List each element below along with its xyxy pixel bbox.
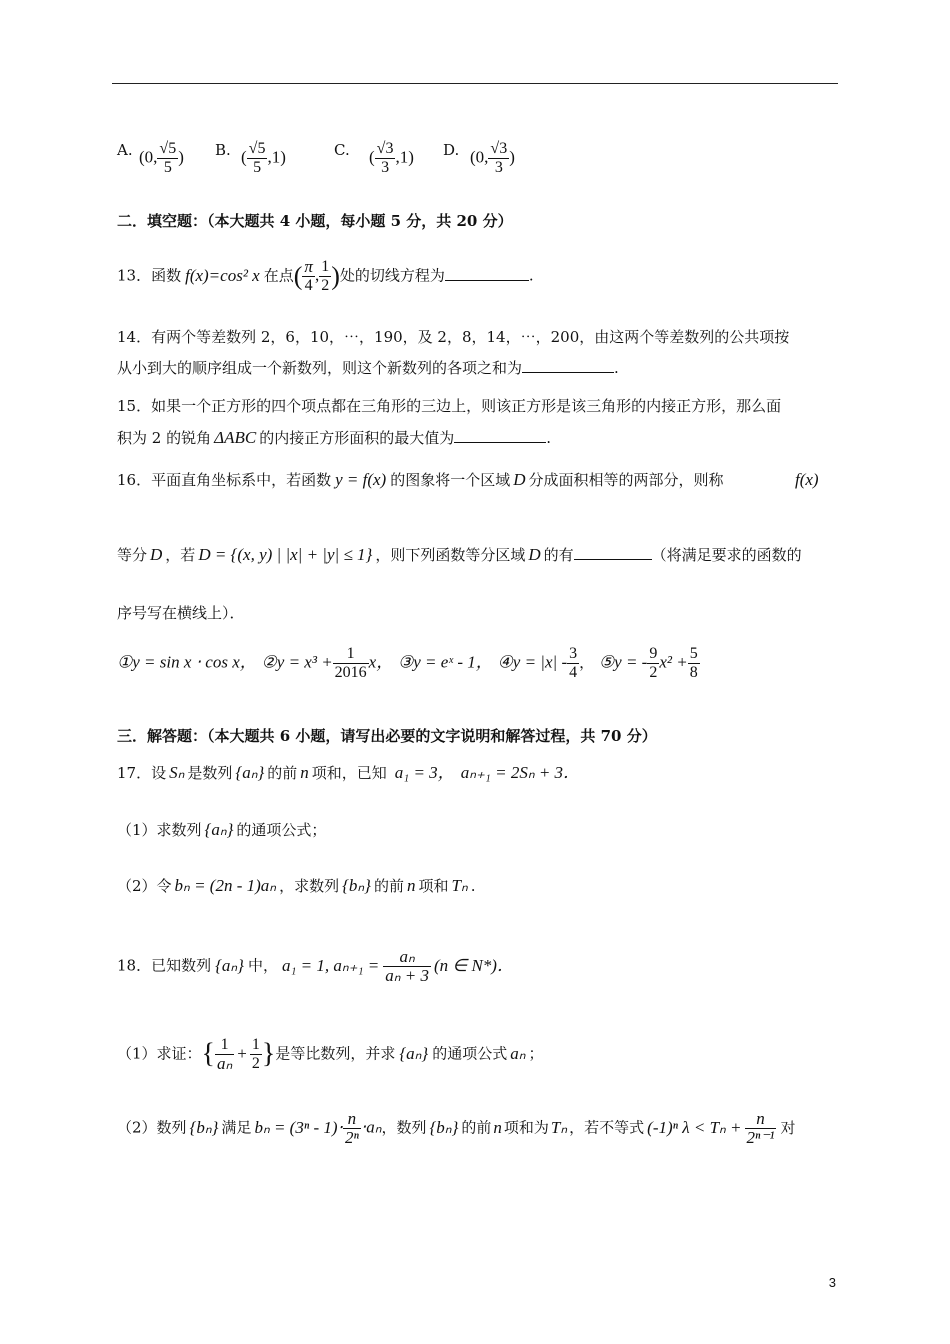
answer-blank-15[interactable] [454,442,546,443]
question-16-functions: ①y = sin x ⋅ cos x， ②y = x³ + $\frac{1}{2016}$ x， ③y = eˣ - 1， ④y = |x| - $\frac{3}{4}$ ， ⑤y = - $\frac{9}{2}$ x² + $\frac{5}{8}$ [117,645,698,681]
section2-title: 二．填空题：（本大题共 4 小题，每小题 5 分，共 20 分） [117,212,513,230]
option-b-label: B. [215,141,231,159]
question-17-part1: （1）求数列 {aₙ} 的通项公式； [117,820,327,839]
option-d-label: D. [443,141,460,159]
question-13: 13．函数 f(x)=cos² x 在点( $\frac{\pi}{4}$ , $\frac{1}{2}$ )处的切线方程为 . [117,257,534,294]
page-number: 3 [828,1275,836,1290]
question-16-line2: 等分 D ，若 D = {(x, y) | |x| + |y| ≤ 1} ，则下列函数等分区域 D 的有 （将满足要求的函数的 [117,545,802,564]
question-16-line1: 16．平面直角坐标系中，若函数 y = f(x) 的图象将一个区域 D 分成面积相等的两部分，则称 f(x) [117,470,819,489]
answer-blank-16[interactable] [574,559,652,560]
question-15: 15．如果一个正方形的四个项点都在三角形的三边上，则该正方形是该三角形的内接正方形，那么面 积为 2 的锐角 ΔABC 的内接正方形面积的最大值为 . [117,397,782,447]
question-17: 17．设 Sₙ 是数列 {aₙ} 的前 n 项和，已知 a₁ = 3， aₙ₊₁ = 2Sₙ + 3． [117,763,581,782]
question-17-part2: （2）令 bₙ = (2n - 1)aₙ ，求数列 {bₙ} 的前 n 项和 Tₙ . [117,876,476,895]
question-14: 14．有两个等差数列 2，6，10，⋯，190，及 2，8，14，⋯，200，由这两个等差数列的公共项按 从小到大的顺序组成一个新数列，则这个新数列的各项之和为 . [117,328,790,377]
answer-blank-14[interactable] [522,372,614,373]
question-16-line3: 序号写在横线上）． [117,604,245,622]
answer-blank-13[interactable] [445,280,529,281]
question-18-part1: （1）求证：{ $\frac{1}{\text{aₙ}}$ + $\frac{1}{2}$ }是等比数列，并求 {aₙ} 的通项公式 aₙ ； [117,1036,544,1073]
option-b-expr: ( $\frac{√5}{5}$ ,1) [241,140,286,176]
header-rule [112,83,838,84]
option-c-label: C. [334,141,350,159]
option-a-expr: (0, $\frac{√5}{5}$ ) [139,140,184,176]
question-18: 18．已知数列 {aₙ} 中， a₁ = 1, aₙ₊₁ = $\frac{\text{aₙ}}{\text{aₙ + 3}}$ (n ∈ N*)． [117,947,514,985]
option-a-label: A. [117,141,133,159]
option-d-expr: (0, $\frac{√3}{3}$ ) [470,140,515,176]
section3-title: 三．解答题：（本大题共 6 小题，请写出必要的文字说明和解答过程，共 70 分） [117,727,657,745]
question-18-part2: （2）数列 {bₙ} 满足 bₙ = (3ⁿ - 1)⋅ $\frac{n}{\text{2ⁿ}}$ ⋅aₙ，数列 {bₙ} 的前 n 项和为 Tₙ ，若不等式 (-1)ⁿ λ < Tₙ + $\frac{n}{\text{2ⁿ⁻¹}}$ 对 [117,1109,796,1147]
option-c-expr: ( $\frac{√3}{3}$ ,1) [369,140,414,176]
